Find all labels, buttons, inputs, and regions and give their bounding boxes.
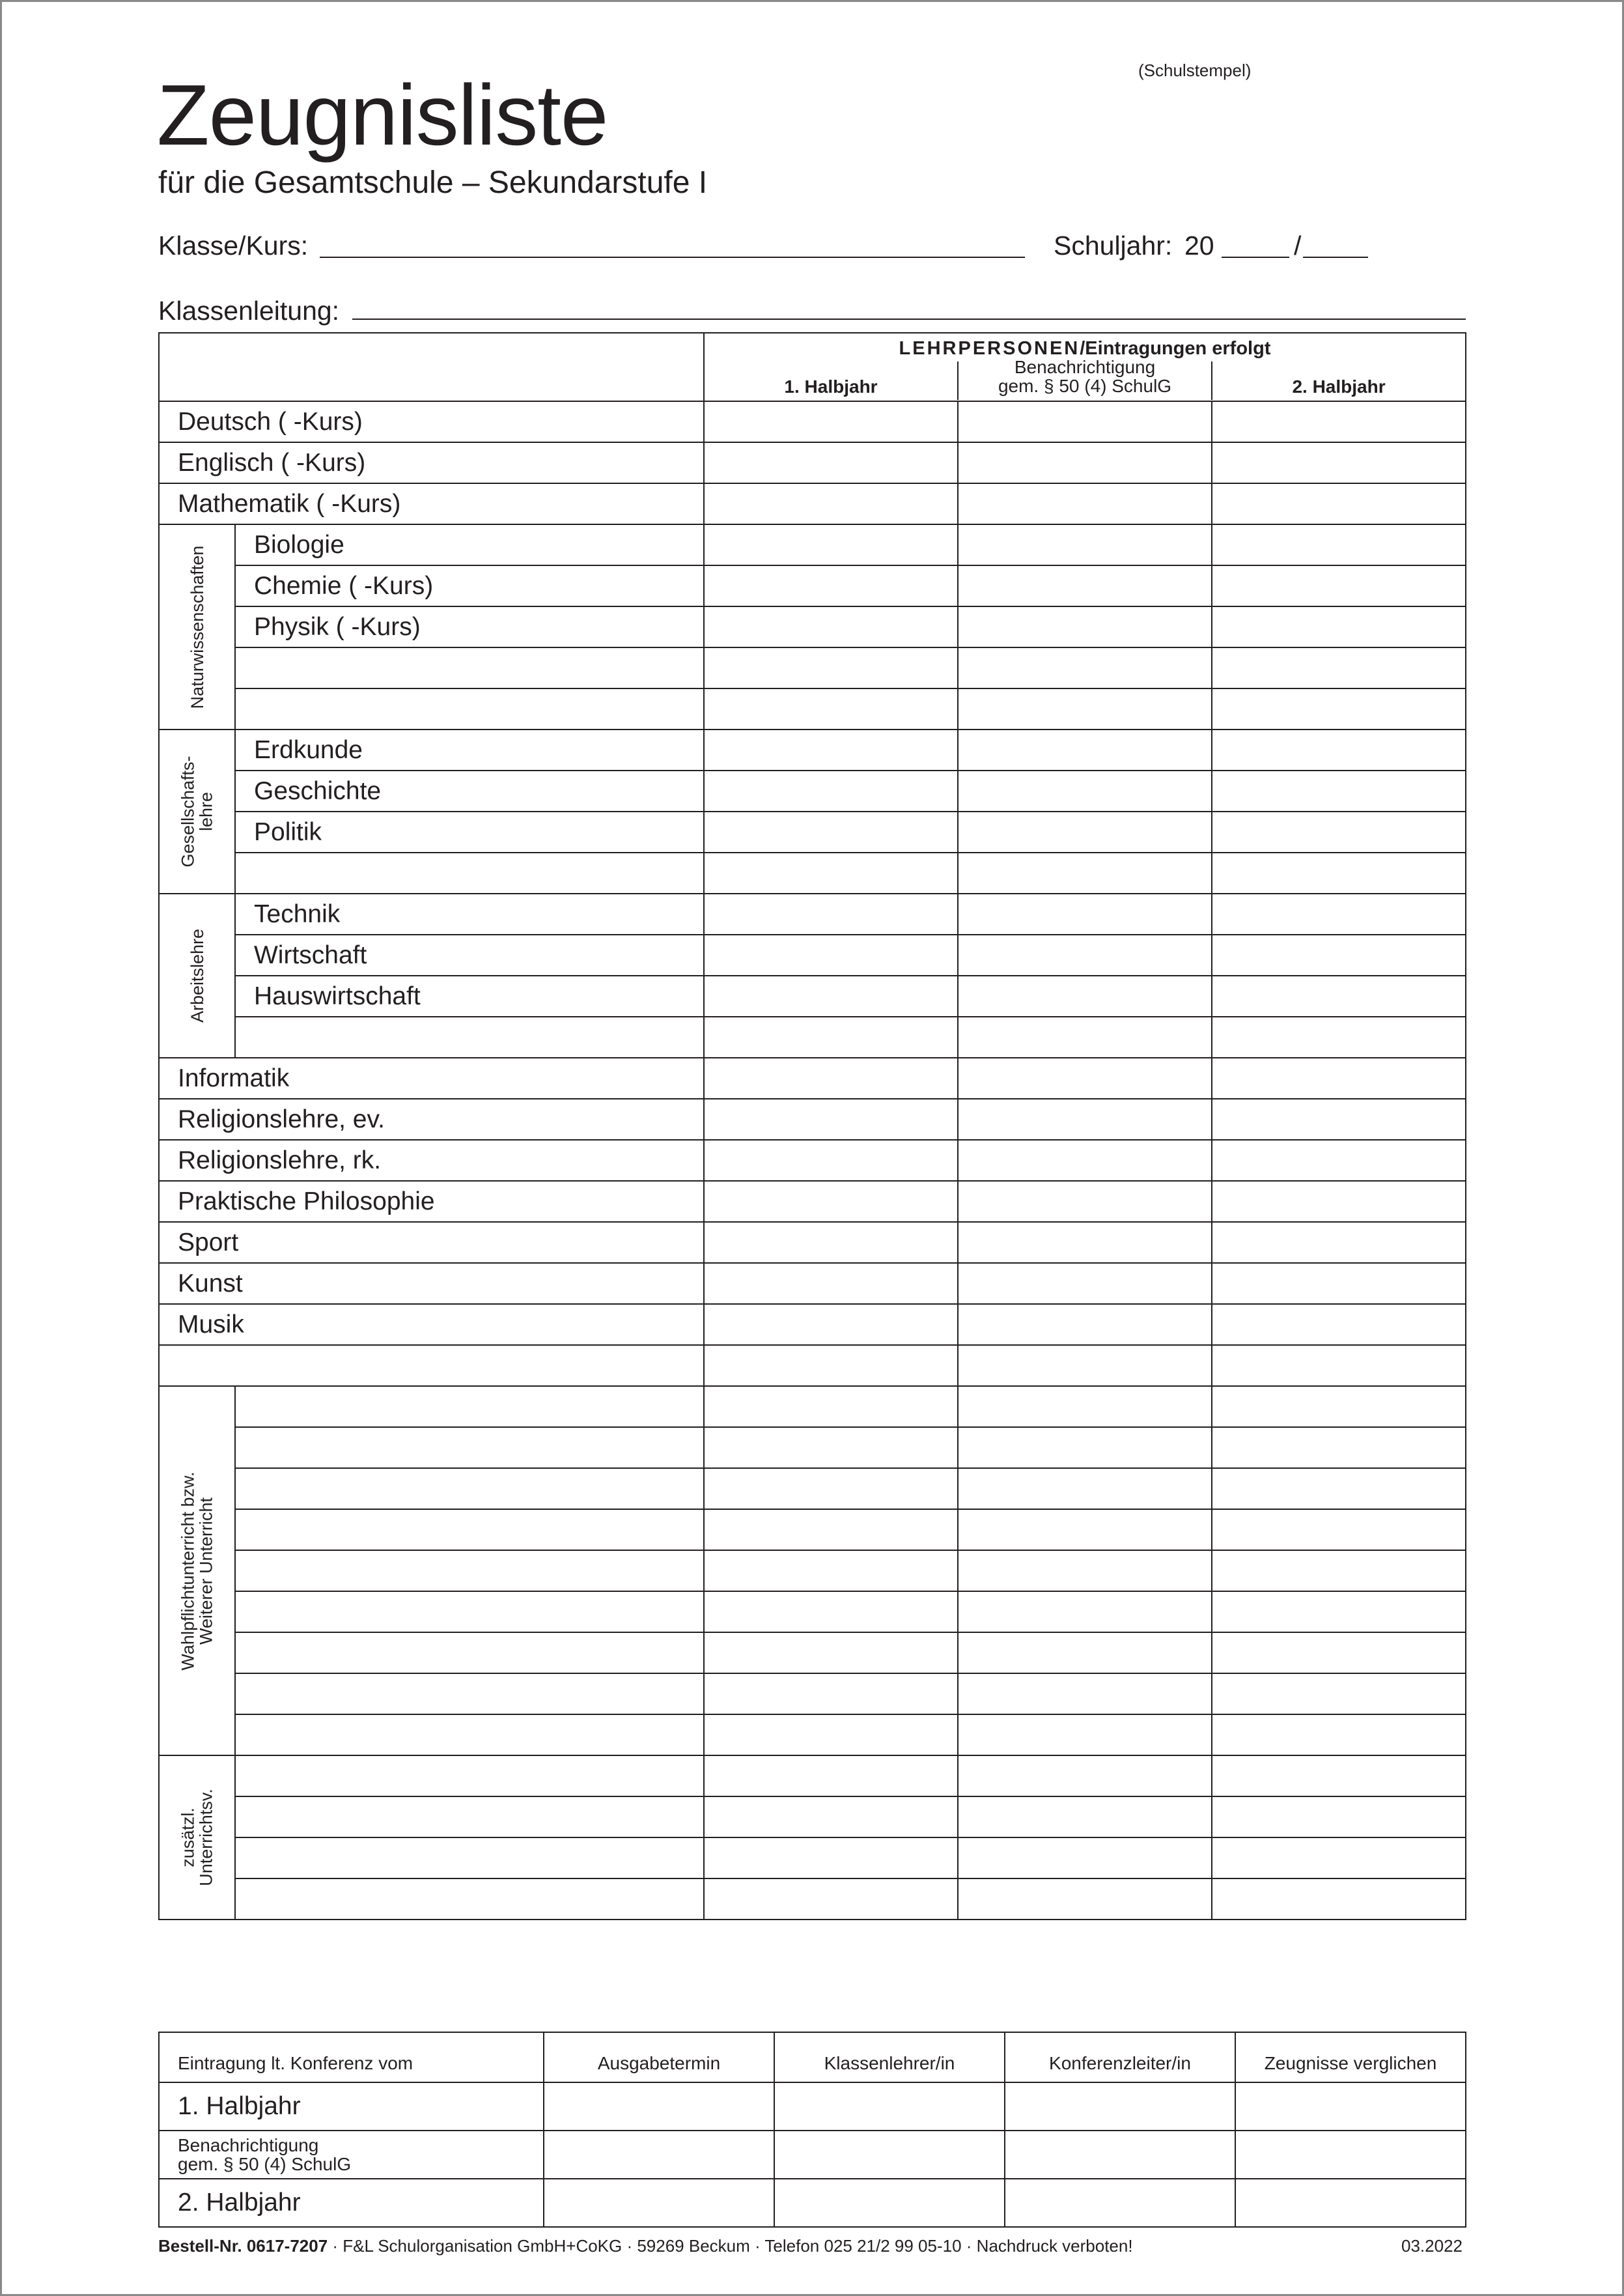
cell-second-half[interactable] [1212, 647, 1466, 688]
cell-conference-chair[interactable] [1005, 2131, 1235, 2179]
subject-blank[interactable] [235, 1386, 704, 1427]
cell-first-half[interactable] [704, 606, 958, 647]
table-row [159, 1427, 1466, 1468]
cell-first-half[interactable] [704, 688, 958, 730]
table-row [159, 853, 1466, 894]
teachers-header-title: LEHRPERSONEN/Eintragungen erfolgt [899, 338, 1271, 359]
subject-blank[interactable] [235, 1837, 704, 1878]
subject-blank[interactable] [159, 1345, 704, 1386]
table-row [159, 1181, 1466, 1222]
table-row [159, 442, 1466, 483]
cell-notification[interactable] [958, 483, 1212, 524]
cell-second-half[interactable] [1212, 1017, 1466, 1058]
cell-second-half[interactable] [1212, 1714, 1466, 1755]
cell-conference-chair[interactable] [1005, 2082, 1235, 2131]
cell-first-half[interactable] [704, 730, 958, 771]
subject-english: Englisch ( -Kurs) [159, 442, 704, 483]
cell-second-half[interactable] [1212, 1304, 1466, 1345]
subject-home-economics: Hauswirtschaft [235, 976, 704, 1017]
subject-chemistry: Chemie ( -Kurs) [235, 565, 704, 606]
cell-first-half[interactable] [704, 1263, 958, 1304]
cell-notification[interactable] [958, 1304, 1212, 1345]
cell-notification[interactable] [958, 1755, 1212, 1796]
table-row [159, 688, 1466, 730]
cell-second-half[interactable] [1212, 1837, 1466, 1878]
order-number: Bestell-Nr. 0617-7207 [158, 2236, 328, 2256]
cell-first-half[interactable] [704, 1386, 958, 1427]
subject-religion-rk: Religionslehre, rk. [159, 1140, 704, 1181]
class-teacher-label: Klassenleitung: [158, 296, 340, 326]
cell-notification[interactable] [958, 1509, 1212, 1550]
conference-date-header: Eintragung lt. Konferenz vom [159, 2032, 544, 2082]
cell-first-half[interactable] [704, 935, 958, 976]
table-row [159, 2131, 1466, 2179]
cell-first-half[interactable] [704, 1796, 958, 1837]
table-row [159, 2179, 1466, 2227]
cell-second-half[interactable] [1212, 1058, 1466, 1099]
cell-notification[interactable] [958, 1222, 1212, 1263]
cell-notification[interactable] [958, 1058, 1212, 1099]
cell-first-half[interactable] [704, 1058, 958, 1099]
subject-blank[interactable] [235, 1468, 704, 1509]
cell-first-half[interactable] [704, 1878, 958, 1920]
conference-chair-header: Konferenzleiter/in [1005, 2032, 1235, 2082]
subject-computer-science: Informatik [159, 1058, 704, 1099]
edition-date: 03.2022 [1401, 2236, 1463, 2256]
subject-politics: Politik [235, 812, 704, 853]
cell-first-half[interactable] [704, 1345, 958, 1386]
page-subtitle: für die Gesamtschule – Sekundarstufe I [158, 165, 708, 200]
cell-first-half[interactable] [704, 1222, 958, 1263]
group-electives: Wahlpflichtunterricht bzw. Weiterer Unterricht [159, 1386, 235, 1755]
table-row [159, 1755, 1466, 1796]
group-additional-lessons: zusätzl. Unterrichtsv. [159, 1755, 235, 1920]
cell-conference-chair[interactable] [1005, 2179, 1235, 2227]
cell-second-half[interactable] [1212, 812, 1466, 853]
subject-blank[interactable] [235, 1550, 704, 1591]
issue-date-header: Ausgabetermin [544, 2032, 774, 2082]
cell-notification[interactable] [958, 565, 1212, 606]
cell-second-half[interactable] [1212, 1468, 1466, 1509]
table-row [159, 894, 1466, 935]
cell-first-half[interactable] [704, 1468, 958, 1509]
table-row [159, 1509, 1466, 1550]
subject-teacher-table [158, 332, 1466, 1920]
cell-issue-date[interactable] [544, 2082, 774, 2131]
cell-first-half[interactable] [704, 1755, 958, 1796]
cell-notification[interactable] [958, 1878, 1212, 1920]
table-row [159, 1263, 1466, 1304]
cell-second-half[interactable] [1212, 1878, 1466, 1920]
cell-notification[interactable] [958, 1796, 1212, 1837]
table-row [159, 565, 1466, 606]
teachers-header [704, 333, 1466, 401]
cell-notification[interactable] [958, 1714, 1212, 1755]
subject-german: Deutsch ( -Kurs) [159, 401, 704, 442]
publisher-info: · F&L Schulorganisation GmbH+CoKG · 59269 Beckum · Telefon 025 21/2 99 05-10 · Nachdruck verboten! [328, 2236, 1133, 2256]
cell-notification[interactable] [958, 606, 1212, 647]
table-row [159, 935, 1466, 976]
cell-notification[interactable] [958, 401, 1212, 442]
cell-first-half[interactable] [704, 1099, 958, 1140]
cell-notification[interactable] [958, 730, 1212, 771]
subject-economics: Wirtschaft [235, 935, 704, 976]
subject-technology: Technik [235, 894, 704, 935]
cell-second-half[interactable] [1212, 976, 1466, 1017]
footer-imprint [158, 2236, 1133, 2256]
subject-history: Geschichte [235, 771, 704, 812]
cell-first-half[interactable] [704, 1591, 958, 1632]
cell-reports-compared[interactable] [1235, 2082, 1466, 2131]
header-second-half: 2. Halbjahr [1292, 376, 1386, 397]
table-row [159, 812, 1466, 853]
table-row [159, 1468, 1466, 1509]
header-first-half: 1. Halbjahr [784, 376, 878, 397]
school-stamp-label: (Schulstempel) [1138, 61, 1252, 80]
table-row [159, 2082, 1466, 2131]
table-row [159, 483, 1466, 524]
cell-first-half[interactable] [704, 894, 958, 935]
cell-first-half[interactable] [704, 483, 958, 524]
cell-second-half[interactable] [1212, 935, 1466, 976]
cell-second-half[interactable] [1212, 1181, 1466, 1222]
class-teacher-field[interactable] [352, 319, 1466, 320]
cell-first-half[interactable] [704, 1673, 958, 1714]
cell-second-half[interactable] [1212, 1140, 1466, 1181]
subject-blank[interactable] [235, 1673, 704, 1714]
cell-notification[interactable] [958, 688, 1212, 730]
table-row [159, 1140, 1466, 1181]
cell-first-half[interactable] [704, 1632, 958, 1673]
cell-first-half[interactable] [704, 565, 958, 606]
table-row [159, 1222, 1466, 1263]
cell-second-half[interactable] [1212, 771, 1466, 812]
cell-first-half[interactable] [704, 771, 958, 812]
cell-second-half[interactable] [1212, 442, 1466, 483]
conference-header-row [159, 2032, 1466, 2082]
school-year-end-field[interactable] [1303, 257, 1368, 258]
cell-second-half[interactable] [1212, 1099, 1466, 1140]
subject-blank[interactable] [235, 1714, 704, 1755]
cell-first-half[interactable] [704, 1181, 958, 1222]
class-teacher-header: Klassenlehrer/in [774, 2032, 1005, 2082]
cell-notification[interactable] [958, 1345, 1212, 1386]
table-row [159, 1591, 1466, 1632]
reports-compared-header: Zeugnisse verglichen [1235, 2032, 1466, 2082]
cell-second-half[interactable] [1212, 524, 1466, 565]
table-row [159, 647, 1466, 688]
table-row [159, 1714, 1466, 1755]
cell-second-half[interactable] [1212, 1386, 1466, 1427]
table-row [159, 771, 1466, 812]
cell-first-half[interactable] [704, 1427, 958, 1468]
subject-philosophy: Praktische Philosophie [159, 1181, 704, 1222]
page-title: Zeugnisliste [157, 67, 608, 163]
cell-first-half[interactable] [704, 1140, 958, 1181]
cell-notification[interactable] [958, 771, 1212, 812]
subject-math: Mathematik ( -Kurs) [159, 483, 704, 524]
cell-first-half[interactable] [704, 1550, 958, 1591]
subject-blank[interactable] [235, 1591, 704, 1632]
cell-class-teacher[interactable] [774, 2179, 1005, 2227]
cell-notification[interactable] [958, 1591, 1212, 1632]
cell-first-half[interactable] [704, 976, 958, 1017]
cell-second-half[interactable] [1212, 606, 1466, 647]
subject-religion-ev: Religionslehre, ev. [159, 1099, 704, 1140]
cell-reports-compared[interactable] [1235, 2131, 1466, 2179]
subject-music: Musik [159, 1304, 704, 1345]
first-half-label: 1. Halbjahr [159, 2082, 544, 2131]
cell-second-half[interactable] [1212, 1345, 1466, 1386]
second-half-label: 2. Halbjahr [159, 2179, 544, 2227]
table-row [159, 730, 1466, 771]
table-row [159, 1878, 1466, 1920]
cell-first-half[interactable] [704, 1304, 958, 1345]
table-row [159, 1058, 1466, 1099]
table-row [159, 1345, 1466, 1386]
subject-blank[interactable] [235, 1427, 704, 1468]
subject-blank[interactable] [235, 1878, 704, 1920]
table-row [159, 606, 1466, 647]
cell-second-half[interactable] [1212, 1509, 1466, 1550]
cell-first-half[interactable] [704, 647, 958, 688]
cell-first-half[interactable] [704, 1017, 958, 1058]
cell-second-half[interactable] [1212, 688, 1466, 730]
cell-second-half[interactable] [1212, 1796, 1466, 1837]
cell-first-half[interactable] [704, 442, 958, 483]
cell-notification[interactable] [958, 1099, 1212, 1140]
cell-issue-date[interactable] [544, 2131, 774, 2179]
cell-first-half[interactable] [704, 1837, 958, 1878]
cell-notification[interactable] [958, 1837, 1212, 1878]
cell-second-half[interactable] [1212, 565, 1466, 606]
table-row [159, 1796, 1466, 1837]
school-year-start-field[interactable] [1222, 257, 1289, 258]
subject-blank[interactable] [235, 688, 704, 730]
cell-notification[interactable] [958, 1468, 1212, 1509]
cell-first-half[interactable] [704, 1714, 958, 1755]
cell-first-half[interactable] [704, 853, 958, 894]
table-row [159, 1837, 1466, 1878]
cell-notification[interactable] [958, 1427, 1212, 1468]
table-row [159, 524, 1466, 565]
subject-physics: Physik ( -Kurs) [235, 606, 704, 647]
table-header-blank [159, 333, 704, 401]
cell-class-teacher[interactable] [774, 2131, 1005, 2179]
cell-notification[interactable] [958, 812, 1212, 853]
cell-reports-compared[interactable] [1235, 2179, 1466, 2227]
cell-class-teacher[interactable] [774, 2082, 1005, 2131]
cell-notification[interactable] [958, 442, 1212, 483]
cell-first-half[interactable] [704, 812, 958, 853]
header-notification: Benachrichtigung gem. § 50 (4) SchulG [998, 357, 1172, 397]
cell-notification[interactable] [958, 1386, 1212, 1427]
school-year-label: Schuljahr: [1054, 231, 1173, 261]
table-row [159, 1386, 1466, 1427]
table-row [159, 1017, 1466, 1058]
cell-notification[interactable] [958, 647, 1212, 688]
subject-blank[interactable] [235, 1755, 704, 1796]
cell-notification[interactable] [958, 1263, 1212, 1304]
cell-second-half[interactable] [1212, 1263, 1466, 1304]
cell-second-half[interactable] [1212, 1550, 1466, 1591]
cell-notification[interactable] [958, 935, 1212, 976]
table-row [159, 1673, 1466, 1714]
cell-second-half[interactable] [1212, 730, 1466, 771]
cell-second-half[interactable] [1212, 894, 1466, 935]
subject-blank[interactable] [235, 1509, 704, 1550]
table-row [159, 976, 1466, 1017]
conference-table [158, 2032, 1466, 2228]
cell-second-half[interactable] [1212, 401, 1466, 442]
subject-blank[interactable] [235, 1632, 704, 1673]
cell-second-half[interactable] [1212, 1222, 1466, 1263]
cell-notification[interactable] [958, 1181, 1212, 1222]
cell-notification[interactable] [958, 1550, 1212, 1591]
subject-biology: Biologie [235, 524, 704, 565]
cell-second-half[interactable] [1212, 853, 1466, 894]
table-row [159, 1632, 1466, 1673]
cell-second-half[interactable] [1212, 1427, 1466, 1468]
cell-second-half[interactable] [1212, 1591, 1466, 1632]
subject-blank[interactable] [235, 853, 704, 894]
cell-notification[interactable] [958, 524, 1212, 565]
table-row [159, 1099, 1466, 1140]
cell-first-half[interactable] [704, 1509, 958, 1550]
subject-blank[interactable] [235, 1017, 704, 1058]
class-field[interactable] [320, 257, 1025, 258]
cell-second-half[interactable] [1212, 1673, 1466, 1714]
cell-second-half[interactable] [1212, 1755, 1466, 1796]
group-social-studies: Gesellschafts- lehre [159, 730, 235, 894]
group-work-studies: Arbeitslehre [159, 894, 235, 1058]
notification-label: Benachrichtigung gem. § 50 (4) SchulG [159, 2131, 544, 2179]
cell-notification[interactable] [958, 1140, 1212, 1181]
table-row [159, 1304, 1466, 1345]
cell-notification[interactable] [958, 894, 1212, 935]
cell-notification[interactable] [958, 1673, 1212, 1714]
cell-notification[interactable] [958, 976, 1212, 1017]
cell-notification[interactable] [958, 853, 1212, 894]
subject-sport: Sport [159, 1222, 704, 1263]
subject-art: Kunst [159, 1263, 704, 1304]
cell-first-half[interactable] [704, 524, 958, 565]
subject-blank[interactable] [235, 647, 704, 688]
group-natural-sciences: Naturwissenschaften [159, 524, 235, 730]
subject-geography: Erdkunde [235, 730, 704, 771]
cell-notification[interactable] [958, 1632, 1212, 1673]
table-row [159, 401, 1466, 442]
subject-blank[interactable] [235, 1796, 704, 1837]
school-year-separator: / [1294, 231, 1302, 261]
cell-notification[interactable] [958, 1017, 1212, 1058]
school-year-prefix: 20 [1184, 231, 1214, 261]
cell-second-half[interactable] [1212, 483, 1466, 524]
class-label: Klasse/Kurs: [158, 231, 309, 261]
table-row [159, 1550, 1466, 1591]
cell-second-half[interactable] [1212, 1632, 1466, 1673]
cell-issue-date[interactable] [544, 2179, 774, 2227]
cell-first-half[interactable] [704, 401, 958, 442]
